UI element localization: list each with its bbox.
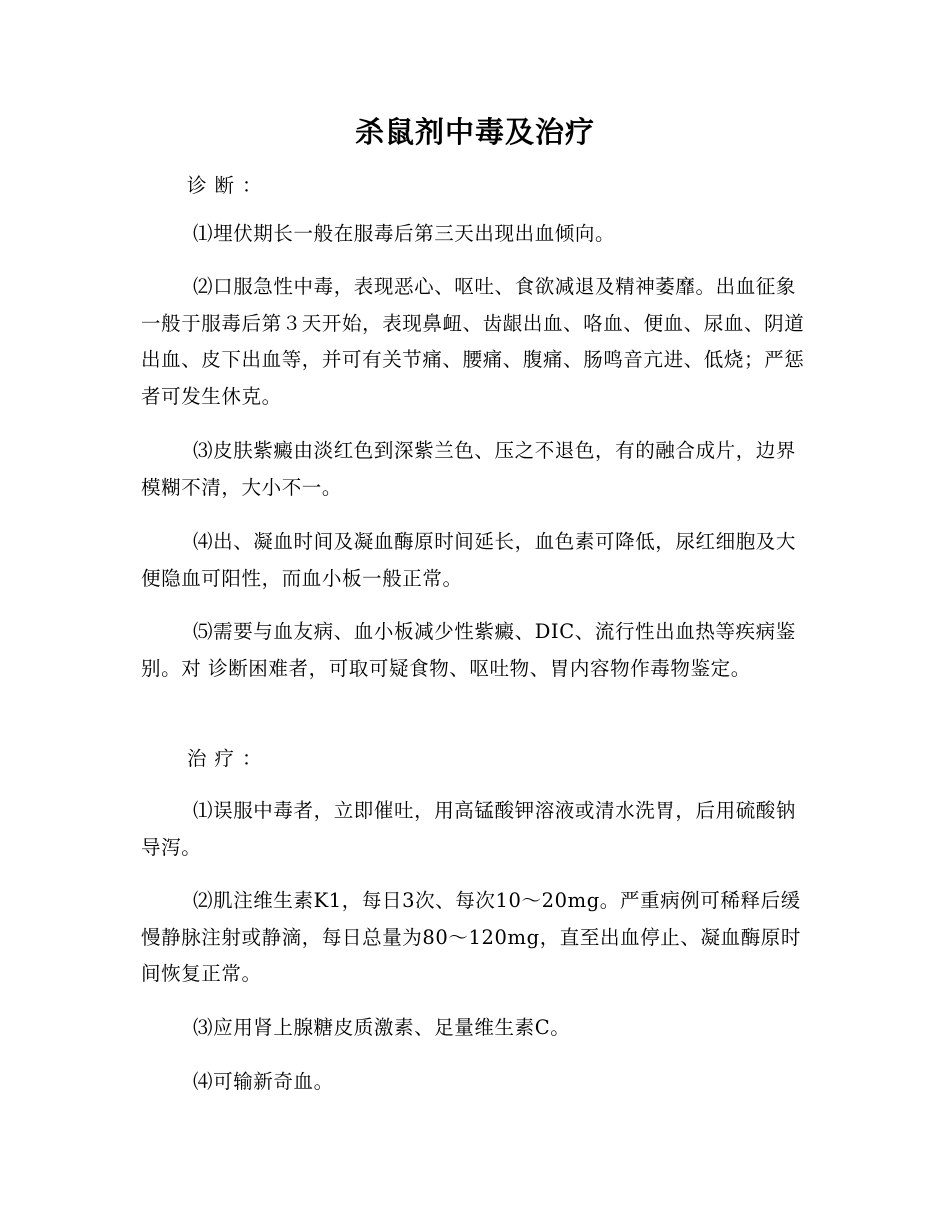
diagnosis-item-3: ⑶皮肤紫癜由淡红色到深紫兰色、压之不退色，有的融合成片，边界模糊不清，大小不一。 [141,439,797,499]
treatment-item-1: ⑴误服中毒者，立即催吐，用高锰酸钾溶液或清水洗胃，后用硫酸钠导泻。 [141,799,797,859]
diagnosis-item-2: ⑵口服急性中毒，表现恶心、呕吐、食欲减退及精神萎靡。出血征象一般于服毒后第３天开始，表现鼻衄、齿龈出血、咯血、便血、尿血、阴道出血、皮下出血等，并可有关节痛、腰痛、腹痛、肠鸣音亢进、低烧；严惩者可发生休克。 [141,275,805,408]
treatment-item-3: ⑶应用肾上腺糖皮质激素、足量维生素C。 [193,1016,571,1039]
treatment-heading: 治疗： [187,747,270,770]
diagnosis-item-1: ⑴埋伏期长一般在服毒后第三天出现出血倾向。 [193,222,616,245]
document-title: 杀鼠剂中毒及治疗 [354,115,595,149]
diagnosis-item-5: ⑸需要与血友病、血小板减少性紫癜、DIC、流行性出血热等疾病鉴别。对 诊断困难者，可取可疑食物、呕吐物、胃内容物作毒物鉴定。 [141,620,796,680]
treatment-item-4: ⑷可输新奇血。 [193,1070,334,1093]
diagnosis-heading: 诊断： [187,174,270,197]
treatment-item-2: ⑵肌注维生素K1，每日3次、每次10～20mg。严重病例可稀释后缓慢静脉注射或静滴，每日总量为80～120mg，直至出血停止、凝血酶原时间恢复正常。 [141,889,802,985]
diagnosis-item-4: ⑷出、凝血时间及凝血酶原时间延长，血色素可降低，尿红细胞及大便隐血可阳性，而血小板一般正常。 [141,530,797,590]
